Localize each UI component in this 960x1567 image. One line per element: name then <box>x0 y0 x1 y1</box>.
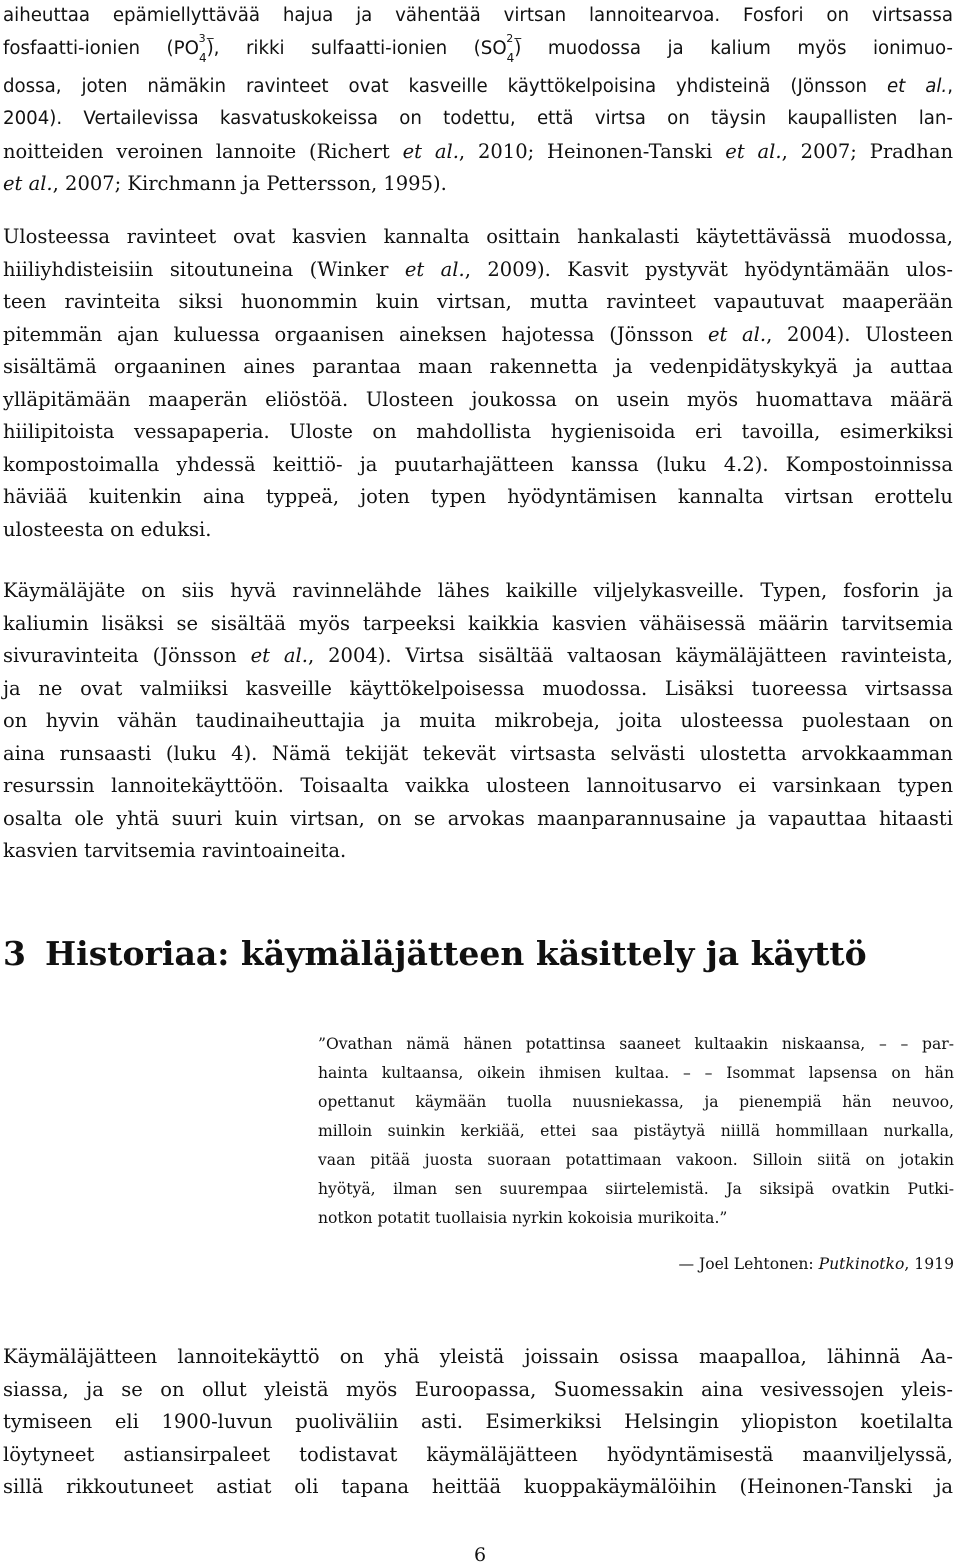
text-line: pitemmän ajan kuluessa orgaanisen aineksen hajotessa (Jönsson et al., 2004). Ulosteen <box>3 322 954 346</box>
quote-line: milloin suinkin kerkiää, ettei saa pistäytyä niillä hommillaan nurkalla, <box>318 1122 954 1140</box>
epigraph-attribution: — Joel Lehtonen: Putkinotko, 1919 <box>678 1255 954 1273</box>
text-line: et al., 2007; Kirchmann ja Pettersson, 1995). <box>3 172 447 196</box>
text-line: ylläpitämään maaperän eliöstöä. Ulosteen joukossa on usein myös huomattava määrä <box>3 387 953 411</box>
section-title: Historiaa: käymäläjätteen käsittely ja käyttö <box>45 934 867 973</box>
text-line: kaliumin lisäksi se sisältää myös tarpeeksi kaikkia kasvien vähäisessä määrin tarvitsemia <box>3 611 953 635</box>
text-line: on hyvin vähän taudinaiheuttajia ja muita mikrobeja, joita ulosteessa puolestaan on <box>3 709 953 732</box>
text-line: teen ravinteita siksi huonommin kuin virtsan, mutta ravinteet vapautuvat maaperään <box>3 290 953 313</box>
text-line: sivuravinteita (Jönsson et al., 2004). Virtsa sisältää valtaosan käymäläjätteen ravinteista, <box>3 644 953 667</box>
text-line: aina runsaasti (luku 4). Nämä tekijät tekevät virtsasta selvästi ulostetta arvokkaamman <box>3 741 953 765</box>
text-line: siassa, ja se on ollut yleistä myös Euroopassa, Suomessakin aina vesivessojen yleis- <box>3 1377 953 1401</box>
sulfate-formula: $_4$ 2− <box>506 31 523 66</box>
text-line: 2004). Vertailevissa kasvatuskokeissa on todettu, että virtsa on täysin kaupallisten lan- <box>3 108 953 130</box>
text-line: hiilipitoista vessapaperia. Uloste on mahdollista hygienisoida eri tavoilla, esimerkiksi <box>3 420 953 443</box>
text-line: tymiseen eli 1900-luvun puoliväliin asti. Esimerkiksi Helsingin yliopiston koetilalta <box>3 1410 953 1433</box>
text-line: osalta ole yhtä suuri kuin virtsan, on se arvokas maanparannusaine ja vapauttaa hitaasti <box>3 806 953 830</box>
section-heading <box>3 932 867 976</box>
epigraph-quote <box>318 1030 954 1233</box>
quote-line: ”Ovathan nämä hänen potattinsa saaneet kultaakin niskaansa, – – par- <box>318 1035 954 1053</box>
text-line: sillä rikkoutuneet astiat oli tapana heittää kuoppakäymälöihin (Heinonen-Tanski ja <box>3 1475 953 1498</box>
text-line: kompostoimalla yhdessä keittiö- ja puutarhajätteen kanssa (luku 4.2). Kompostoinnissa <box>3 452 953 476</box>
quote-line: vaan pitää juosta suoraan potattimaan vakoon. Silloin siitä on jotakin <box>318 1151 954 1169</box>
text-line: Ulosteessa ravinteet ovat kasvien kannalta osittain hankalasti käytettävässä muodossa, <box>3 225 953 248</box>
text-line: löytyneet astiansirpaleet todistavat käymäläjätteen hyödyntämisestä maanviljelyssä, <box>3 1442 953 1466</box>
paragraph-urine-nutrients <box>3 0 953 201</box>
paragraph-toilet-waste-value <box>3 575 953 868</box>
quote-line: hainta kultaansa, oikein ihmisen kultaa. – – Isommat lapsensa on hän <box>318 1064 954 1082</box>
text-line: Käymäläjäte on siis hyvä ravinnelähde lähes kaikille viljelykasveille. Typen, fosforin ja <box>3 579 953 602</box>
text-line: sisältämä orgaaninen aines parantaa maan rakennetta ja vedenpidätyskykyä ja auttaa <box>3 355 953 378</box>
text-line: Käymäläjätteen lannoitekäyttö on yhä yleistä joissain osissa maapalloa, lähinnä Aa- <box>3 1345 953 1368</box>
paragraph-history <box>3 1341 953 1504</box>
quote-line: opettanut käymään tuolla nuusniekassa, ja pienempiä hän neuvoo, <box>318 1093 954 1111</box>
text-line: aiheuttaa epämiellyttävää hajua ja vähentää virtsan lannoitearvoa. Fosfori on virtsassa <box>3 5 953 26</box>
text-line: resurssin lannoitekäyttöön. Toisaalta vaikka ulosteen lannoitusarvo ei varsinkaan typen <box>3 774 953 797</box>
text-line: häviää kuitenkin aina typpeä, joten typen hyödyntämisen kannalta virtsan erottelu <box>3 485 953 508</box>
text-line: ulosteesta on eduksi. <box>3 517 212 541</box>
paragraph-feces-nutrients <box>3 221 953 546</box>
quote-line: hyötyä, ilman sen suurempaa siirtelemistä. Ja siksipä ovatkin Putki- <box>318 1180 954 1198</box>
page-number: 6 <box>473 1544 487 1566</box>
phosphate-formula: $_4$ 3− <box>198 31 215 66</box>
text-line: dossa, joten nämäkin ravinteet ovat kasveille käyttökelpoisina yhdisteinä (Jönsson et al., <box>3 75 953 97</box>
text-line: kasvien tarvitsemia ravintoaineita. <box>3 839 347 862</box>
quote-line: notkon potatit tuollaisia nyrkin kokoisia murikoita.” <box>318 1209 728 1227</box>
section-number: 3 <box>3 934 26 973</box>
text-line: fosfaatti-ionien ($PO_4$ 3− ), rikki sulfaatti-ionien ($SO_4$ 2− ) muodossa ja kalium myös ionimuo- <box>3 33 953 71</box>
text-line: noitteiden veroinen lannoite (Richert et al., 2010; Heinonen-Tanski et al., 2007; Pradhan <box>3 139 954 163</box>
text-line: hiiliyhdisteisiin sitoutuneina (Winker et al., 2009). Kasvit pystyvät hyödyntämään ulos- <box>3 257 953 281</box>
text-line: ja ne ovat valmiiksi kasveille käyttökelpoisessa muodossa. Lisäksi tuoreessa virtsassa <box>3 676 953 700</box>
